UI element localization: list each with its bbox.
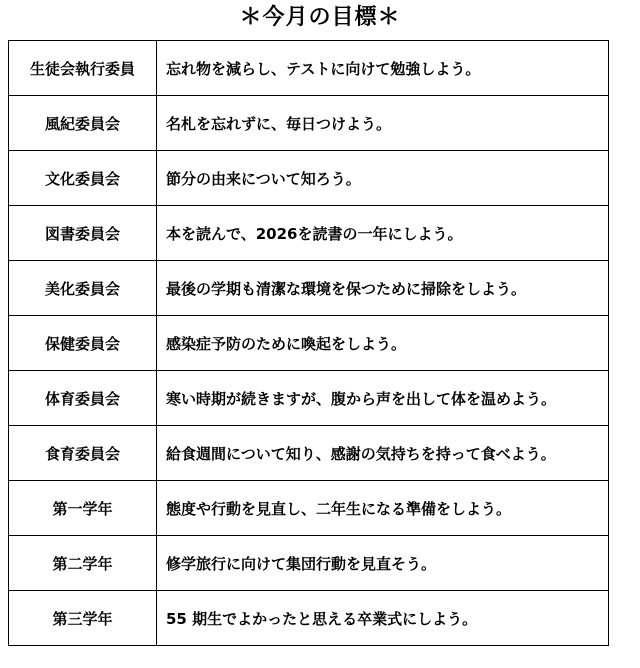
committee-name: 美化委員会	[9, 261, 157, 316]
committee-name: 風紀委員会	[9, 96, 157, 151]
goal-text: 給食週間について知り、感謝の気持ちを持って食べよう。	[157, 426, 609, 481]
goal-text: 節分の由来について知ろう。	[157, 151, 609, 206]
goal-text: 忘れ物を減らし、テストに向けて勉強しよう。	[157, 41, 609, 96]
committee-name: 第一学年	[9, 481, 157, 536]
table-row	[9, 481, 609, 536]
committee-name: 第二学年	[9, 536, 157, 591]
committee-name: 体育委員会	[9, 371, 157, 426]
committee-name: 生徒会執行委員	[9, 41, 157, 96]
goals-table	[8, 40, 609, 646]
table-row	[9, 206, 609, 261]
table-row	[9, 591, 609, 646]
committee-name: 文化委員会	[9, 151, 157, 206]
goal-text: 55 期生でよかったと思える卒業式にしよう。	[157, 591, 609, 646]
goal-text: 寒い時期が続きますが、腹から声を出して体を温めよう。	[157, 371, 609, 426]
goal-text: 修学旅行に向けて集団行動を見直そう。	[157, 536, 609, 591]
goal-text: 本を読んで、2026を読書の一年にしよう。	[157, 206, 609, 261]
table-row	[9, 371, 609, 426]
table-row	[9, 426, 609, 481]
goal-text: 名札を忘れずに、毎日つけよう。	[157, 96, 609, 151]
goal-text: 感染症予防のために喚起をしよう。	[157, 316, 609, 371]
goal-text: 最後の学期も清潔な環境を保つために掃除をしよう。	[157, 261, 609, 316]
table-row	[9, 536, 609, 591]
table-row	[9, 261, 609, 316]
table-row	[9, 316, 609, 371]
committee-name: 図書委員会	[9, 206, 157, 261]
committee-name: 食育委員会	[9, 426, 157, 481]
committee-name: 第三学年	[9, 591, 157, 646]
table-row	[9, 41, 609, 96]
committee-name: 保健委員会	[9, 316, 157, 371]
goal-text: 態度や行動を見直し、二年生になる準備をしよう。	[157, 481, 609, 536]
page-title: ＊今月の目標＊	[239, 5, 401, 30]
table-row	[9, 151, 609, 206]
table-row	[9, 96, 609, 151]
